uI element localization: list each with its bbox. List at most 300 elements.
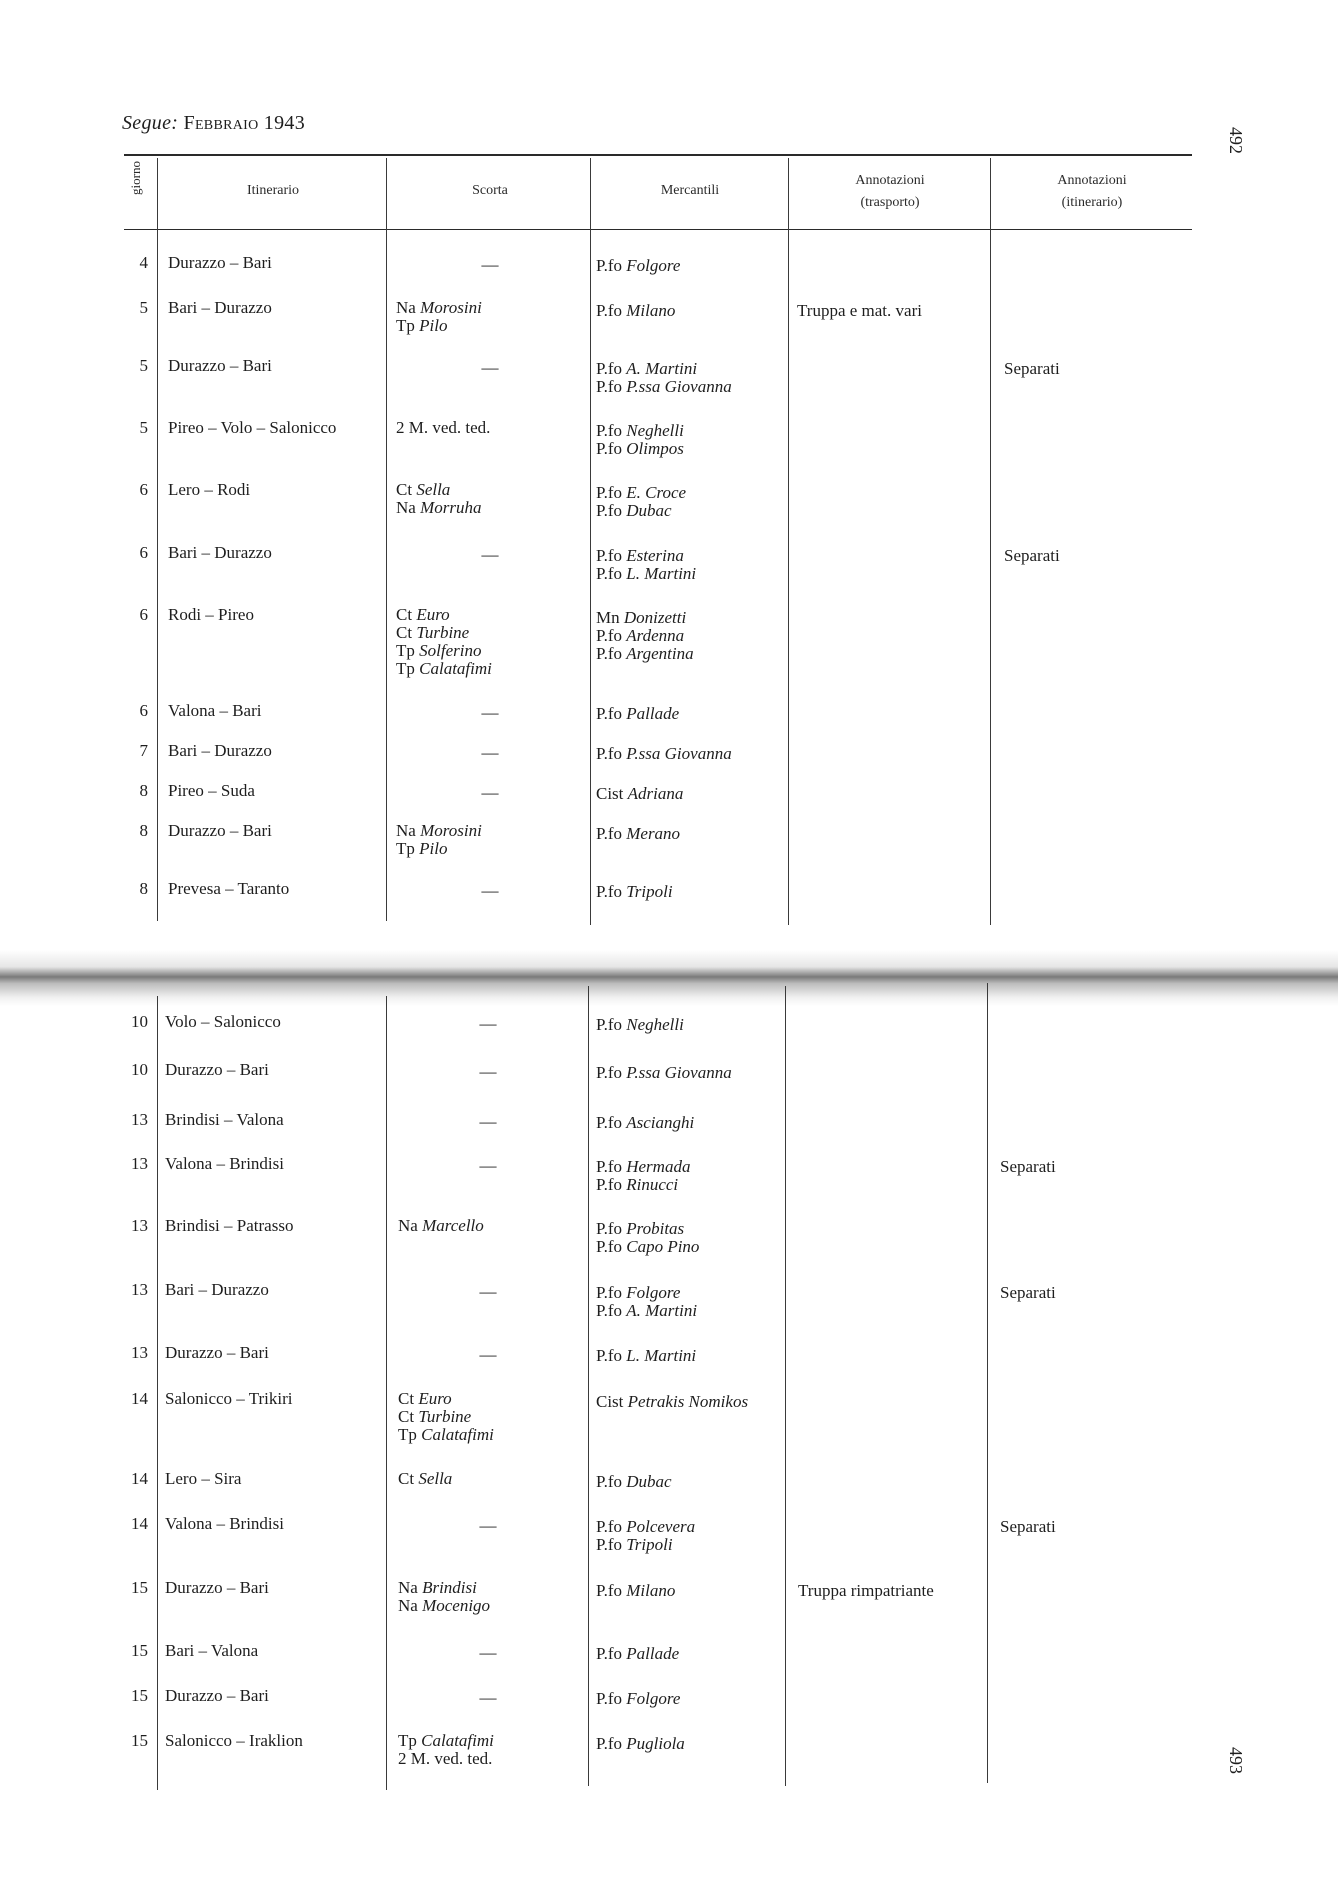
ship-entry <box>398 1597 490 1615</box>
row-mercantili <box>596 825 680 843</box>
row-day: 8 <box>139 781 148 800</box>
row-day: 14 <box>131 1469 148 1488</box>
row-itinerario: Lero – Rodi <box>168 480 251 499</box>
column-line <box>788 158 789 925</box>
ship-entry <box>398 1408 494 1426</box>
ship-type: P.fo <box>596 626 622 645</box>
row-scorta-empty: — <box>481 703 499 722</box>
header-scorta: Scorta <box>472 183 508 198</box>
row-mercantili <box>596 257 680 275</box>
ship-entry <box>396 419 490 437</box>
ship-type: P.fo <box>596 824 622 843</box>
row-day: 13 <box>131 1280 148 1299</box>
ship-entry <box>596 1735 685 1753</box>
ship-type: P.fo <box>596 1219 622 1238</box>
column-line <box>157 996 158 1790</box>
ship-type: P.fo <box>596 644 622 663</box>
ship-name: Folgore <box>626 1283 681 1302</box>
row-mercantili <box>596 302 675 320</box>
row-day: 13 <box>131 1216 148 1235</box>
column-line <box>157 158 158 921</box>
row-day: 15 <box>131 1731 148 1750</box>
header-ann-itinerario <box>992 170 1192 214</box>
row-mercantili <box>596 785 683 803</box>
row-scorta <box>396 822 482 858</box>
ship-name: Solferino <box>419 641 482 660</box>
ship-entry <box>596 1238 699 1256</box>
ship-name: Milano <box>626 1581 676 1600</box>
row-itinerario: Pireo – Volo – Salonicco <box>168 418 337 437</box>
ship-type: P.fo <box>596 359 622 378</box>
ship-entry <box>596 1284 697 1302</box>
ship-type: Tp <box>396 316 415 335</box>
header-ann-itinerario-line1: Annotazioni <box>1057 173 1127 188</box>
running-head-month: Febbraio 1943 <box>183 112 306 134</box>
row-itinerario: Valona – Brindisi <box>165 1154 284 1173</box>
row-scorta-empty: — <box>479 1516 497 1535</box>
row-day: 4 <box>139 253 148 272</box>
ship-entry <box>396 499 481 517</box>
row-mercantili <box>596 1114 694 1132</box>
header-mercantili: Mercantili <box>660 183 720 198</box>
ship-type: P.fo <box>596 421 622 440</box>
ship-type: Na <box>398 1216 418 1235</box>
ship-entry <box>396 822 482 840</box>
ship-entry <box>398 1217 484 1235</box>
ship-name: Probitas <box>626 1219 685 1238</box>
ship-entry <box>596 547 696 565</box>
row-mercantili <box>596 1582 675 1600</box>
ship-name: Polcevera <box>626 1517 696 1536</box>
ship-entry <box>596 1220 699 1238</box>
ship-name: Rinucci <box>626 1175 679 1194</box>
ship-type: Cist <box>596 1392 624 1411</box>
ship-entry <box>398 1750 494 1768</box>
row-itinerario: Volo – Salonicco <box>165 1012 281 1031</box>
row-mercantili <box>596 1220 699 1256</box>
ship-name: P.ssa Giovanna <box>626 1063 732 1082</box>
ship-name: Brindisi <box>422 1578 477 1597</box>
ship-entry <box>596 1645 679 1663</box>
ship-name: Capo Pino <box>626 1237 700 1256</box>
ship-name: Euro <box>418 1389 452 1408</box>
ship-type: P.fo <box>596 744 622 763</box>
row-itinerario: Bari – Durazzo <box>168 741 272 760</box>
header-itinerario: Itinerario <box>246 183 300 198</box>
row-itinerario: Bari – Valona <box>165 1641 259 1660</box>
ship-name: Tripoli <box>626 882 673 901</box>
ship-entry <box>596 302 675 320</box>
ship-type: Na <box>396 298 416 317</box>
ship-type: P.fo <box>596 501 622 520</box>
ship-name: Esterina <box>626 546 684 565</box>
row-mercantili <box>596 1158 690 1194</box>
ship-name: Ardenna <box>626 626 685 645</box>
row-scorta-empty: — <box>481 783 499 802</box>
row-itinerario: Durazzo – Bari <box>165 1060 269 1079</box>
ship-entry <box>596 1064 732 1082</box>
row-itinerario: Durazzo – Bari <box>168 253 272 272</box>
row-itinerario: Pireo – Suda <box>168 781 255 800</box>
row-mercantili <box>596 1690 680 1708</box>
ship-name: Turbine <box>418 1407 472 1426</box>
row-day: 13 <box>131 1154 148 1173</box>
row-day: 15 <box>131 1686 148 1705</box>
ship-entry <box>596 1690 680 1708</box>
row-scorta <box>396 299 482 335</box>
ship-type: P.fo <box>596 1301 622 1320</box>
ship-entry <box>596 1347 696 1365</box>
header-top-rule <box>124 154 1192 156</box>
row-ann-itinerario: Separati <box>1000 1157 1056 1176</box>
ship-name: Pallade <box>626 1644 680 1663</box>
row-day: 7 <box>139 741 148 760</box>
ship-name: Neghelli <box>626 421 684 440</box>
ship-entry <box>396 642 492 660</box>
ship-name: Marcello <box>422 1216 484 1235</box>
ship-name: L. Martini <box>626 564 697 583</box>
ship-type: P.fo <box>596 1581 622 1600</box>
row-scorta <box>398 1470 452 1488</box>
ship-type: 2 M. ved. ted. <box>396 418 491 437</box>
row-itinerario: Durazzo – Bari <box>165 1578 269 1597</box>
ship-entry <box>596 609 694 627</box>
row-itinerario: Brindisi – Patrasso <box>165 1216 294 1235</box>
ship-entry <box>596 785 683 803</box>
row-scorta-empty: — <box>479 1345 497 1364</box>
header-ann-trasporto <box>790 170 990 214</box>
header-ann-itinerario-line2: (itinerario) <box>1061 195 1123 210</box>
ship-name: Donizetti <box>623 608 687 627</box>
ship-type: P.fo <box>596 1346 622 1365</box>
column-line <box>588 986 589 1786</box>
row-scorta <box>398 1217 484 1235</box>
ship-entry <box>396 606 492 624</box>
ship-entry <box>398 1579 490 1597</box>
row-scorta-empty: — <box>481 881 499 900</box>
ship-type: Tp <box>396 659 415 678</box>
column-line <box>987 983 988 1783</box>
ship-entry <box>596 257 680 275</box>
ship-type: P.fo <box>596 377 622 396</box>
ship-entry <box>596 883 673 901</box>
ship-entry <box>596 1393 748 1411</box>
ship-type: Tp <box>396 641 415 660</box>
row-itinerario: Rodi – Pireo <box>168 605 254 624</box>
ship-entry <box>596 484 686 502</box>
row-mercantili <box>596 1347 696 1365</box>
ship-type: P.fo <box>596 546 622 565</box>
ship-entry <box>596 705 679 723</box>
ship-name: Petrakis Nomikos <box>627 1392 749 1411</box>
ship-name: Olimpos <box>626 439 684 458</box>
binding-fold <box>0 950 1338 1006</box>
row-mercantili <box>596 1064 732 1082</box>
ship-name: Calatafimi <box>419 659 492 678</box>
row-itinerario: Lero – Sira <box>165 1469 242 1488</box>
ship-name: A. Martini <box>626 1301 698 1320</box>
running-head <box>122 112 305 135</box>
row-itinerario: Valona – Brindisi <box>165 1514 284 1533</box>
row-itinerario: Valona – Bari <box>168 701 262 720</box>
ship-name: Adriana <box>627 784 684 803</box>
row-day: 14 <box>131 1389 148 1408</box>
ship-name: L. Martini <box>626 1346 697 1365</box>
ship-name: Pugliola <box>626 1734 685 1753</box>
ship-name: Folgore <box>626 1689 681 1708</box>
page-number-bottom: 493 <box>1226 1747 1246 1774</box>
ship-type: Na <box>398 1596 418 1615</box>
ship-type: P.fo <box>596 564 622 583</box>
ship-name: Morruha <box>420 498 482 517</box>
row-scorta-empty: — <box>479 1643 497 1662</box>
row-day: 5 <box>139 418 148 437</box>
row-scorta <box>396 481 481 517</box>
ship-name: P.ssa Giovanna <box>626 377 732 396</box>
ship-name: Milano <box>626 301 676 320</box>
ship-entry <box>596 502 686 520</box>
row-mercantili <box>596 1016 684 1034</box>
ship-name: Calatafimi <box>421 1731 494 1750</box>
ship-name: Folgore <box>626 256 681 275</box>
row-scorta-empty: — <box>479 1282 497 1301</box>
ship-type: Na <box>396 821 416 840</box>
row-itinerario: Durazzo – Bari <box>168 821 272 840</box>
ship-entry <box>596 745 732 763</box>
ship-name: Neghelli <box>626 1015 684 1034</box>
ship-entry <box>596 1582 675 1600</box>
header-giorno: giorno <box>128 161 143 195</box>
row-day: 13 <box>131 1110 148 1129</box>
row-mercantili <box>596 745 732 763</box>
ship-entry <box>398 1426 494 1444</box>
ship-name: P.ssa Giovanna <box>626 744 732 763</box>
row-day: 15 <box>131 1578 148 1597</box>
row-ann-itinerario: Separati <box>1000 1283 1056 1302</box>
ship-type: P.fo <box>596 1734 622 1753</box>
row-day: 14 <box>131 1514 148 1533</box>
row-day: 6 <box>139 543 148 562</box>
ship-name: Euro <box>416 605 450 624</box>
row-scorta <box>398 1732 494 1768</box>
row-mercantili <box>596 705 679 723</box>
row-mercantili <box>596 1473 672 1491</box>
row-mercantili <box>596 360 732 396</box>
ship-name: E. Croce <box>626 483 687 502</box>
ship-name: Morosini <box>420 821 482 840</box>
row-day: 5 <box>139 298 148 317</box>
ship-entry <box>396 481 481 499</box>
row-scorta-empty: — <box>481 358 499 377</box>
ship-name: Turbine <box>416 623 470 642</box>
row-scorta-empty: — <box>479 1112 497 1131</box>
ship-entry <box>596 1114 694 1132</box>
row-mercantili <box>596 883 673 901</box>
ship-name: Argentina <box>626 644 694 663</box>
row-scorta <box>398 1390 494 1444</box>
running-head-segue: Segue: <box>122 112 179 134</box>
page-number-top: 492 <box>1226 127 1246 154</box>
ship-entry <box>396 660 492 678</box>
row-ann-trasporto: Truppa e mat. vari <box>797 301 922 320</box>
ship-entry <box>398 1470 452 1488</box>
row-mercantili <box>596 484 686 520</box>
ship-type: Ct <box>396 605 413 624</box>
row-mercantili <box>596 1284 697 1320</box>
row-itinerario: Salonicco – Trikiri <box>165 1389 293 1408</box>
row-itinerario: Bari – Durazzo <box>168 298 272 317</box>
row-mercantili <box>596 1518 695 1554</box>
ship-entry <box>596 627 694 645</box>
row-ann-trasporto: Truppa rimpatriante <box>798 1581 934 1600</box>
row-ann-itinerario: Separati <box>1004 359 1060 378</box>
row-mercantili <box>596 609 694 663</box>
ship-type: Ct <box>398 1389 415 1408</box>
row-itinerario: Prevesa – Taranto <box>168 879 290 898</box>
ship-type: P.fo <box>596 483 622 502</box>
row-day: 6 <box>139 701 148 720</box>
column-line <box>785 986 786 1786</box>
row-itinerario: Bari – Durazzo <box>165 1280 269 1299</box>
row-day: 13 <box>131 1343 148 1362</box>
ship-entry <box>596 1302 697 1320</box>
ship-type: P.fo <box>596 256 622 275</box>
ship-name: Pallade <box>626 704 680 723</box>
ship-type: P.fo <box>596 882 622 901</box>
row-scorta-empty: — <box>481 743 499 762</box>
row-day: 10 <box>131 1060 148 1079</box>
ship-entry <box>596 360 732 378</box>
row-ann-itinerario: Separati <box>1000 1517 1056 1536</box>
ship-type: P.fo <box>596 301 622 320</box>
row-scorta-empty: — <box>481 545 499 564</box>
ship-type: P.fo <box>596 1283 622 1302</box>
row-itinerario: Durazzo – Bari <box>165 1343 269 1362</box>
row-day: 6 <box>139 605 148 624</box>
header-ann-trasporto-line1: Annotazioni <box>855 173 925 188</box>
ship-entry <box>596 1473 672 1491</box>
row-mercantili <box>596 1393 748 1411</box>
row-itinerario: Bari – Durazzo <box>168 543 272 562</box>
ship-type: Na <box>398 1578 418 1597</box>
row-mercantili <box>596 1735 685 1753</box>
ship-type: Mn <box>596 608 620 627</box>
row-itinerario: Durazzo – Bari <box>165 1686 269 1705</box>
ship-entry <box>596 378 732 396</box>
ship-entry <box>596 1176 690 1194</box>
ship-type: P.fo <box>596 1175 622 1194</box>
row-day: 6 <box>139 480 148 499</box>
row-scorta-empty: — <box>481 255 499 274</box>
row-scorta-empty: — <box>479 1014 497 1033</box>
ship-name: Ascianghi <box>626 1113 695 1132</box>
row-scorta <box>396 419 490 437</box>
ship-entry <box>396 299 482 317</box>
ship-entry <box>396 840 482 858</box>
ship-type: P.fo <box>596 1237 622 1256</box>
ship-name: Sella <box>418 1469 453 1488</box>
ship-name: Sella <box>416 480 451 499</box>
row-scorta <box>398 1579 490 1615</box>
ship-name: Tripoli <box>626 1535 673 1554</box>
ship-name: Hermada <box>626 1157 691 1176</box>
ship-type: P.fo <box>596 1517 622 1536</box>
ship-name: Pilo <box>419 316 448 335</box>
ship-type: Ct <box>398 1407 415 1426</box>
row-mercantili <box>596 547 696 583</box>
ship-type: Ct <box>398 1469 415 1488</box>
ship-entry <box>596 1536 695 1554</box>
ship-name: Dubac <box>626 1472 672 1491</box>
ship-entry <box>596 1016 684 1034</box>
row-day: 10 <box>131 1012 148 1031</box>
ship-name: Pilo <box>419 839 448 858</box>
ship-type: P.fo <box>596 1063 622 1082</box>
ship-type: P.fo <box>596 439 622 458</box>
row-day: 5 <box>139 356 148 375</box>
ship-type: Tp <box>396 839 415 858</box>
column-line <box>990 158 991 925</box>
ship-type: Tp <box>398 1425 417 1444</box>
ship-type: Ct <box>396 480 413 499</box>
ship-entry <box>398 1390 494 1408</box>
ship-type: P.fo <box>596 1113 622 1132</box>
ship-name: Morosini <box>420 298 482 317</box>
row-day: 8 <box>139 821 148 840</box>
ship-type: Tp <box>398 1731 417 1750</box>
row-itinerario: Salonicco – Iraklion <box>165 1731 303 1750</box>
ship-name: Dubac <box>626 501 672 520</box>
ship-entry <box>596 645 694 663</box>
ship-entry <box>596 422 684 440</box>
row-scorta <box>396 606 492 678</box>
row-day: 8 <box>139 879 148 898</box>
row-mercantili <box>596 422 684 458</box>
ship-type: P.fo <box>596 1157 622 1176</box>
ship-name: Mocenigo <box>422 1596 491 1615</box>
header-bottom-rule <box>124 229 1192 230</box>
row-itinerario: Durazzo – Bari <box>168 356 272 375</box>
ship-entry <box>596 1518 695 1536</box>
row-itinerario: Brindisi – Valona <box>165 1110 284 1129</box>
row-scorta-empty: — <box>479 1688 497 1707</box>
ship-entry <box>396 624 492 642</box>
ship-type: P.fo <box>596 1535 622 1554</box>
ship-entry <box>596 825 680 843</box>
ship-entry <box>596 565 696 583</box>
ship-entry <box>396 317 482 335</box>
row-scorta-empty: — <box>479 1156 497 1175</box>
ship-type: Cist <box>596 784 624 803</box>
ship-type: P.fo <box>596 1644 622 1663</box>
ship-entry <box>596 440 684 458</box>
ship-type: P.fo <box>596 1689 622 1708</box>
row-ann-itinerario: Separati <box>1004 546 1060 565</box>
ship-type: 2 M. ved. ted. <box>398 1749 493 1768</box>
ship-name: Calatafimi <box>421 1425 494 1444</box>
ship-name: Merano <box>626 824 681 843</box>
row-day: 15 <box>131 1641 148 1660</box>
ship-type: P.fo <box>596 1015 622 1034</box>
row-mercantili <box>596 1645 679 1663</box>
ship-name: A. Martini <box>626 359 698 378</box>
ship-entry <box>596 1158 690 1176</box>
ship-entry <box>398 1732 494 1750</box>
row-scorta-empty: — <box>479 1062 497 1081</box>
ship-type: Ct <box>396 623 413 642</box>
ship-type: P.fo <box>596 704 622 723</box>
header-ann-trasporto-line2: (trasporto) <box>860 195 920 210</box>
